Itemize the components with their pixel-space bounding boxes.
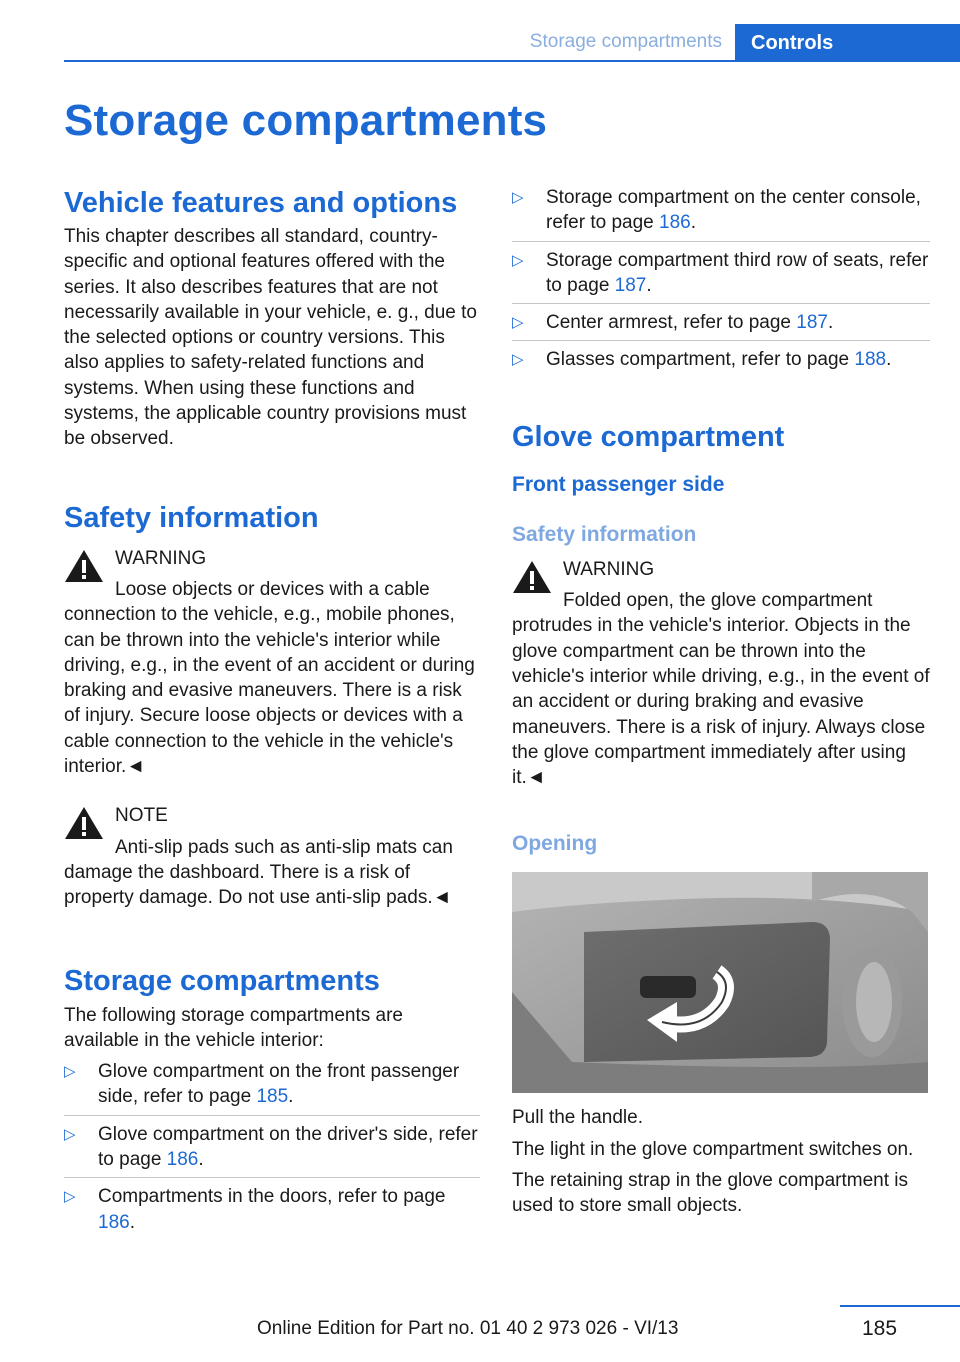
triangle-right-icon: ▷: [512, 314, 524, 332]
storage-intro: The following storage compartments are available in the vehicle interior:: [64, 1004, 403, 1051]
page-link[interactable]: 186: [98, 1211, 130, 1233]
front-passenger-heading: Front passenger side: [512, 472, 725, 496]
list-item: ▷ Center armrest, refer to page 187.: [512, 310, 930, 341]
right-column: [512, 185, 930, 1219]
header-rule: [64, 60, 960, 62]
header-section-title: Storage compartments: [529, 31, 722, 52]
glove-warning-block: [512, 557, 930, 791]
warning-triangle-icon: [512, 559, 552, 595]
list-item: ▷ Glove compartment on the front passenger side, refer to page 185.: [64, 1059, 480, 1116]
page-link[interactable]: 188: [854, 349, 887, 371]
page-link[interactable]: 186: [659, 212, 691, 234]
triangle-right-icon: ▷: [64, 1188, 76, 1206]
glove-warning-title: WARNING: [563, 558, 655, 580]
note-title: NOTE: [115, 805, 168, 827]
opening-heading: Opening: [512, 832, 598, 856]
triangle-right-icon: ▷: [512, 251, 524, 269]
header-chapter-label: Controls: [751, 32, 834, 54]
triangle-right-icon: ▷: [512, 351, 524, 369]
glove-compartment-heading: Glove compartment: [512, 420, 785, 453]
list-item: ▷ Glove compartment on the driver's side, refer to page 186.: [64, 1122, 480, 1179]
safety-information-heading: Safety information: [64, 501, 319, 534]
vehicle-features-body: This chapter describes all standard, country-specific and optional features offered with the series. It also describes features that are not necessarily available in your vehicle, e. g., due to the selected options or country versions. This also applies to safety-related functions and systems. When using these functions and systems, the applicable country provisions must be observed.: [64, 226, 477, 450]
storage-list: [64, 1059, 480, 1241]
header-chapter-tab: [735, 24, 960, 61]
vehicle-features-heading: Vehicle features and options: [64, 187, 458, 219]
list-item: ▷ Storage compartment on the center console, refer to page 186.: [512, 185, 930, 242]
page-link[interactable]: 186: [166, 1149, 199, 1171]
warning-title: WARNING: [115, 547, 207, 569]
page-number: 185: [862, 1317, 898, 1340]
note-block: [64, 803, 480, 910]
opening-para-3: The retaining strap in the glove compartment is used to store small objects.: [512, 1170, 909, 1217]
glove-compartment-photo: [512, 872, 928, 1093]
warning-triangle-icon: [64, 805, 104, 841]
page-header: [0, 24, 960, 62]
page-link[interactable]: 187: [614, 274, 647, 296]
warning-triangle-icon: [64, 548, 104, 584]
opening-para-1: Pull the handle.: [512, 1107, 643, 1129]
opening-para-2: The light in the glove compartment switches on.: [512, 1138, 914, 1160]
page-link[interactable]: 185: [256, 1086, 289, 1108]
storage-list-continued: [512, 185, 930, 379]
glove-warning-body: Folded open, the glove compartment protrudes in the vehicle's interior. Objects in the glove compartment can be thrown into the vehicle's interior while driving, e.g., in the event of an accident or during braking and evasive maneuvers. There is a risk of injury. Always close the glove compartment immediately after using it.◄: [512, 590, 930, 789]
page-title: Storage compartments: [64, 96, 548, 145]
triangle-right-icon: ▷: [512, 189, 524, 206]
storage-compartments-heading: Storage compartments: [64, 964, 380, 997]
safety-information-subheading: Safety information: [512, 522, 697, 546]
note-body: Anti-slip pads such as anti-slip mats can damage the dashboard. There is a risk of property damage. Do not use anti-slip pads.◄: [64, 836, 453, 909]
footer-edition: Online Edition for Part no. 01 40 2 973 026 - VI/13: [257, 1318, 679, 1339]
left-column: [64, 185, 480, 1247]
triangle-right-icon: ▷: [64, 1063, 76, 1081]
list-item: ▷ Compartments in the doors, refer to page 186.: [64, 1186, 446, 1233]
warning-body: Loose objects or devices with a cable connection to the vehicle, e.g., mobile phones, can be thrown into the vehicle's interior while driving, e.g., in the event of an accident or during braking and evasive maneuvers. There is a risk of injury. Secure loose objects or devices with a cable connection to the vehicle in the vehicle's interior.◄: [64, 578, 475, 778]
page-link[interactable]: 187: [796, 312, 828, 334]
list-item: ▷ Glasses compartment, refer to page 188.: [512, 347, 930, 378]
warning-block: [64, 546, 480, 780]
footer-rule: [840, 1305, 960, 1307]
list-item: ▷ Storage compartment third row of seats, refer to page 187.: [512, 248, 930, 305]
triangle-right-icon: ▷: [64, 1125, 76, 1143]
